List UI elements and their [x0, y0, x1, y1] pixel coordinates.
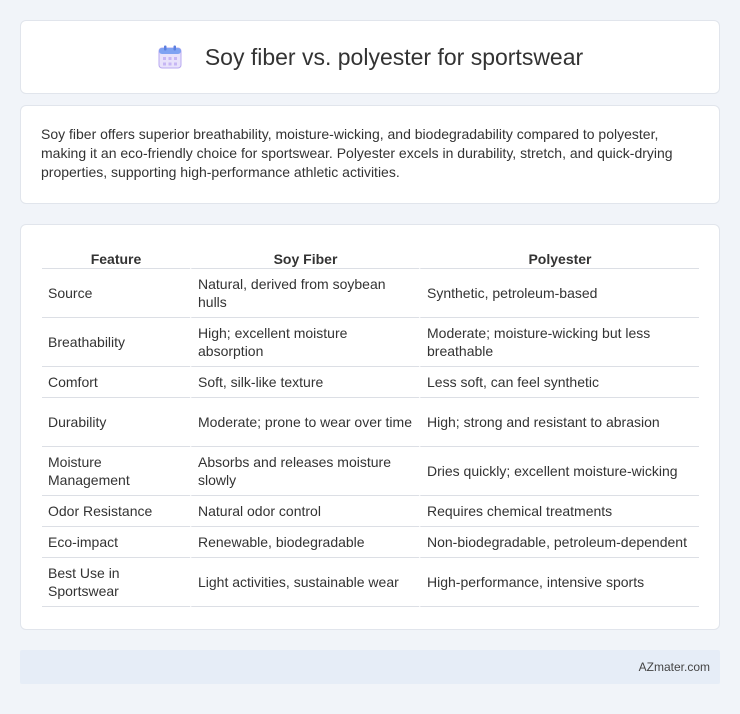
table-row	[42, 398, 699, 447]
soy-fiber-cell: Moderate; prone to wear over time	[190, 398, 419, 447]
table-row	[42, 527, 699, 558]
comparison-card	[20, 224, 720, 630]
feature-cell: Comfort	[42, 367, 190, 398]
polyester-cell: Synthetic, petroleum-based	[419, 269, 699, 318]
title-card	[20, 20, 720, 94]
description-card	[20, 105, 720, 204]
feature-cell: Eco-impact	[42, 527, 190, 558]
header-polyester: Polyester	[419, 245, 699, 269]
table-row	[42, 447, 699, 496]
feature-cell: Best Use in Sportswear	[42, 558, 190, 607]
polyester-cell: Non-biodegradable, petroleum-dependent	[419, 527, 699, 558]
soy-fiber-cell: Light activities, sustainable wear	[190, 558, 419, 607]
table-row	[42, 367, 699, 398]
header-feature: Feature	[42, 245, 190, 269]
soy-fiber-cell: Natural odor control	[190, 496, 419, 527]
soy-fiber-cell: Absorbs and releases moisture slowly	[190, 447, 419, 496]
polyester-cell: Moderate; moisture-wicking but less breathable	[419, 318, 699, 367]
table-row	[42, 318, 699, 367]
description-text: Soy fiber offers superior breathability, moisture-wicking, and biodegradability compared to polyester, making it an eco-friendly choice for sportswear. Polyester excels in durability, stretch, and quick-drying properties, supporting high-performance athletic activities.	[41, 126, 673, 180]
page-title: Soy fiber vs. polyester for sportswear	[204, 43, 584, 70]
footer-site-link[interactable]: AZmater.com	[638, 660, 710, 674]
feature-cell: Breathability	[42, 318, 190, 367]
table-row	[42, 269, 699, 318]
feature-cell: Odor Resistance	[42, 496, 190, 527]
polyester-cell: Less soft, can feel synthetic	[419, 367, 699, 398]
table-row	[42, 496, 699, 527]
table-row	[42, 558, 699, 607]
polyester-cell: Requires chemical treatments	[419, 496, 699, 527]
feature-cell: Durability	[42, 398, 190, 447]
soy-fiber-cell: Renewable, biodegradable	[190, 527, 419, 558]
polyester-cell: High; strong and resistant to abrasion	[419, 398, 699, 447]
soy-fiber-cell: Soft, silk-like texture	[190, 367, 419, 398]
polyester-cell: Dries quickly; excellent moisture-wicking	[419, 447, 699, 496]
soy-fiber-cell: Natural, derived from soybean hulls	[190, 269, 419, 318]
comparison-table	[42, 245, 699, 607]
table-header-row	[42, 245, 699, 269]
feature-cell: Moisture Management	[42, 447, 190, 496]
calendar-grid-icon	[157, 44, 183, 70]
header-soy-fiber: Soy Fiber	[190, 245, 419, 269]
feature-cell: Source	[42, 269, 190, 318]
soy-fiber-cell: High; excellent moisture absorption	[190, 318, 419, 367]
footer-bar	[20, 650, 720, 684]
polyester-cell: High-performance, intensive sports	[419, 558, 699, 607]
